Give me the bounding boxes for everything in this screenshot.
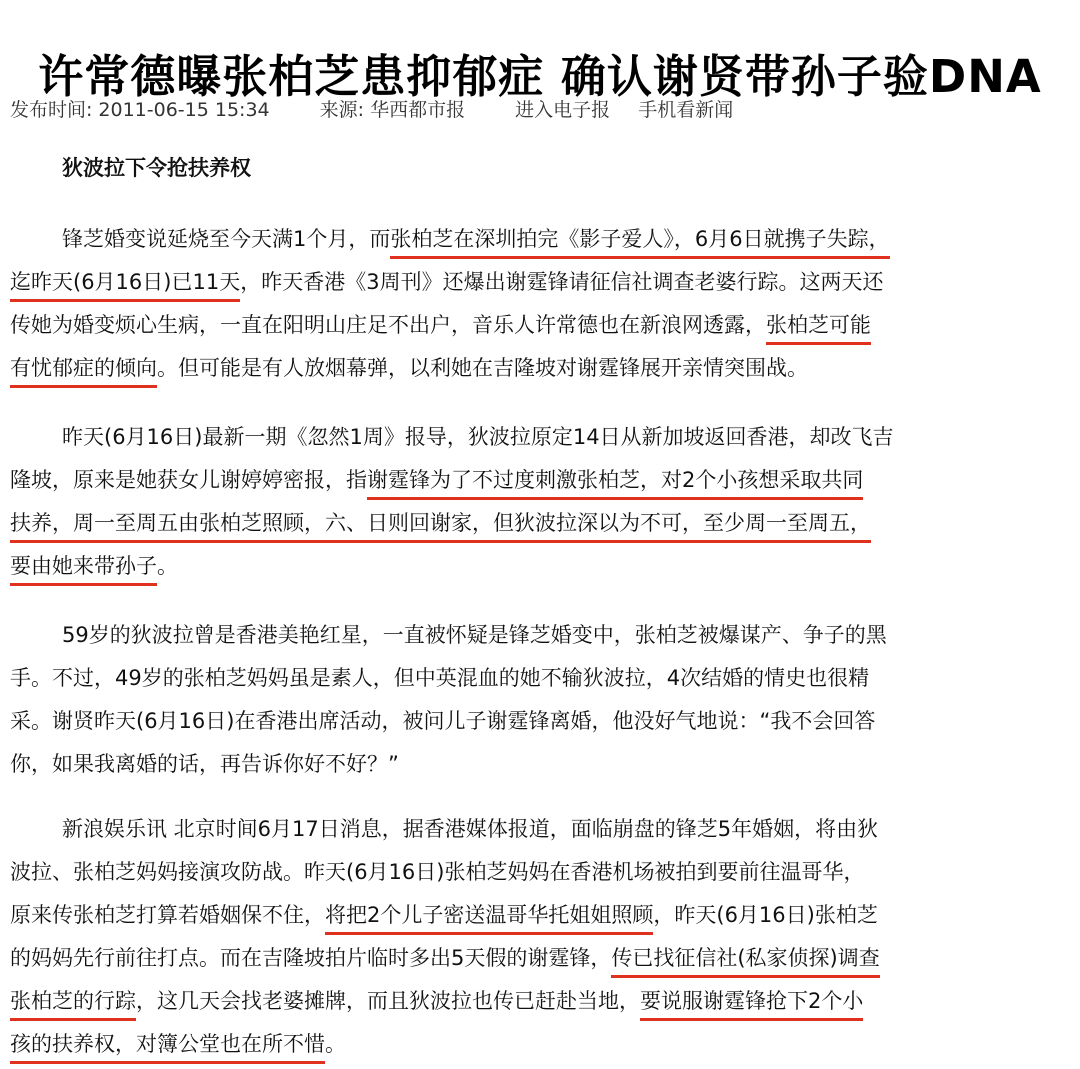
highlighted-text: 有忧郁症的倾向 <box>10 356 157 388</box>
paragraph-line: 昨天(6月16日)最新一期《忽然1周》报导，狄波拉原定14日从新加坡返回香港，却改飞吉 <box>62 425 894 449</box>
highlighted-text: 谢霆锋为了不过度刺激张柏芝，对2个小孩想采取共同 <box>367 468 863 500</box>
paragraph-2 <box>10 416 1074 588</box>
paragraph-line: 新浪娱乐讯 北京时间6月17日消息，据香港媒体报道，面临崩盘的锋芝5年婚姻，将由狄 <box>62 817 879 841</box>
paragraph-line: 59岁的狄波拉曾是香港美艳红星，一直被怀疑是锋芝婚变中，张柏芝被爆谋产、争子的黑 <box>62 623 887 647</box>
paragraph-1 <box>10 218 1074 390</box>
highlighted-text: 张柏芝的行踪 <box>10 989 136 1021</box>
paragraph-line <box>10 894 1074 937</box>
highlighted-text: 要说服谢霆锋抢下2个小 <box>640 989 863 1021</box>
text-run: ，这几天会找老婆摊牌，而且狄波拉也传已赶赴当地， <box>136 989 640 1013</box>
text-run: 隆坡，原来是她获女儿谢婷婷密报，指 <box>10 468 367 492</box>
highlighted-text: 要由她来带孙子 <box>10 554 157 586</box>
paragraph-line <box>10 980 1074 1023</box>
paragraph-line: 采。谢贤昨天(6月16日)在香港出席活动，被问儿子谢霆锋离婚，他没好气地说：“我不会回答 <box>10 709 876 733</box>
text-run: ，昨天(6月16日)张柏芝 <box>653 903 878 927</box>
paragraph-line: 波拉、张柏芝妈妈接演攻防战。昨天(6月16日)张柏芝妈妈在香港机场被拍到要前往温哥华， <box>10 860 865 884</box>
publish-time: 2011-06-15 15:34 <box>98 99 270 121</box>
text-run: 。但可能是有人放烟幕弹，以利她在吉隆坡对谢霆锋展开亲情突围战。 <box>157 356 808 380</box>
text-run: 。 <box>325 1032 346 1056</box>
paragraph-line <box>10 937 1074 980</box>
publish-info <box>10 99 292 121</box>
text-run: 。 <box>157 554 178 578</box>
mobile-news-link[interactable]: 手机看新闻 <box>638 99 734 121</box>
paragraph-line <box>10 502 1074 545</box>
highlighted-text: 张柏芝在深圳拍完《影子爱人》，6月6日就携子失踪， <box>390 227 889 259</box>
text-run: 传她为婚变烦心生病，一直在阳明山庄足不出户，音乐人许常德也在新浪网透露， <box>10 313 766 337</box>
section-subhead: 狄波拉下令抢扶养权 <box>62 156 251 180</box>
paragraph-3 <box>10 614 1074 786</box>
paragraph-line <box>10 1023 1074 1066</box>
text-run: ，昨天香港《3周刊》还爆出谢霆锋请征信社调查老婆行踪。这两天还 <box>240 270 884 294</box>
paragraph-line <box>10 347 1074 390</box>
text-run: 锋芝婚变说延烧至今天满1个月，而 <box>62 227 391 251</box>
paragraph-4 <box>10 808 1074 1066</box>
paragraph-line: 手。不过，49岁的张柏芝妈妈虽是素人，但中英混血的她不输狄波拉，4次结婚的情史也很精 <box>10 666 870 690</box>
text-run: 的妈妈先行前往打点。而在吉隆坡拍片临时多出5天假的谢霆锋， <box>10 946 612 970</box>
highlighted-text: 将把2个儿子密送温哥华托姐姐照顾 <box>325 903 653 935</box>
source-info <box>320 99 487 121</box>
publish-label: 发布时间: <box>10 99 93 121</box>
epaper-link[interactable]: 进入电子报 <box>515 99 611 121</box>
paragraph-line <box>10 218 1074 261</box>
article-meta <box>10 96 755 124</box>
source-name: 华西都市报 <box>370 99 466 121</box>
headline: 许常德曝张柏芝患抑郁症 确认谢贤带孙子验DNA <box>38 50 1042 104</box>
highlighted-text: 孩的扶养权，对簿公堂也在所不惜 <box>10 1032 325 1064</box>
text-run: 原来传张柏芝打算若婚姻保不住， <box>10 903 325 927</box>
highlighted-text: 传已找征信社(私家侦探)调查 <box>611 946 879 978</box>
highlighted-text: 迄昨天(6月16日)已11天 <box>10 270 240 302</box>
paragraph-line <box>10 459 1074 502</box>
paragraph-line <box>10 545 1074 588</box>
paragraph-line <box>10 261 1074 304</box>
highlighted-text: 张柏芝可能 <box>766 313 871 345</box>
paragraph-line: 你，如果我离婚的话，再告诉你好不好？” <box>10 752 399 776</box>
source-label: 来源: <box>319 99 365 121</box>
highlighted-text: 扶养，周一至周五由张柏芝照顾，六、日则回谢家，但狄波拉深以为不可，至少周一至周五， <box>10 511 871 543</box>
paragraph-line <box>10 304 1074 347</box>
